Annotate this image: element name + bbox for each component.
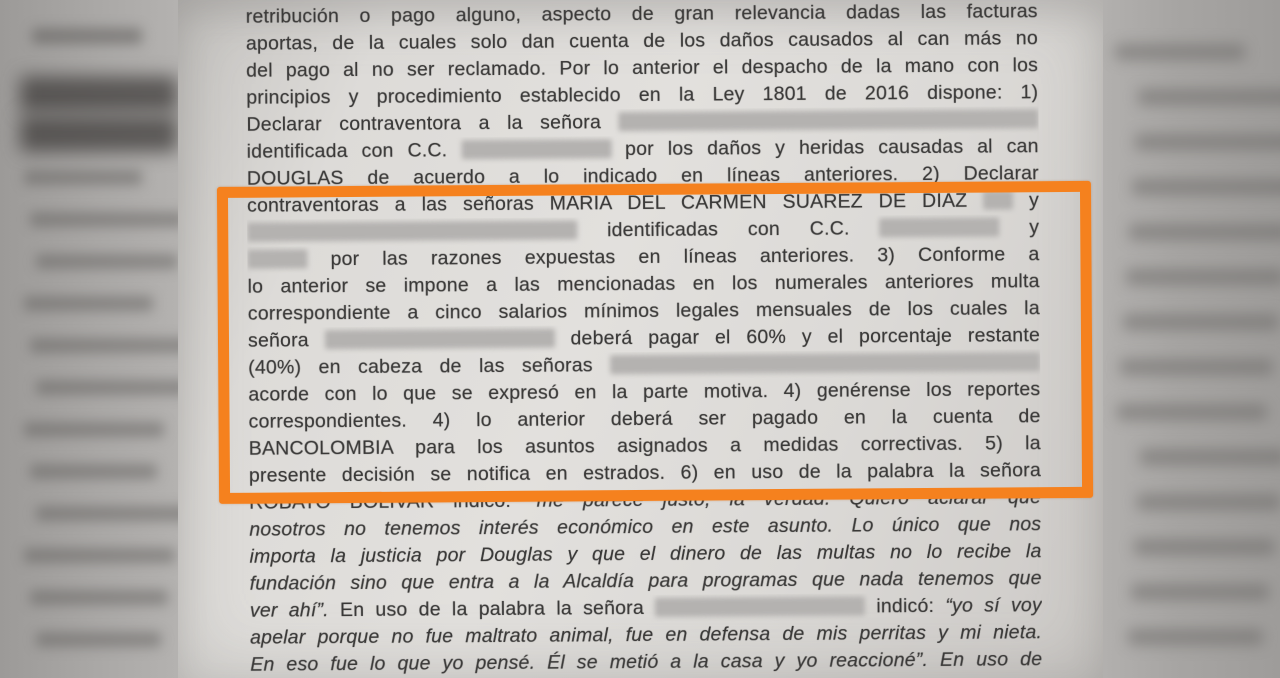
blurred-text-line <box>1117 404 1267 420</box>
text-segment: presente decisión se notifica en estrados. 6) en uso de la palabra la señora <box>248 459 1042 487</box>
blurred-text-line <box>1138 89 1280 105</box>
text-segment: indicó: <box>876 594 935 618</box>
blurred-text-line <box>32 28 142 44</box>
text-segment: identificadas con C.C. <box>607 217 850 242</box>
blurred-text-line <box>1137 494 1280 510</box>
blurred-text-line <box>1120 359 1273 375</box>
text-segment: En uso de la palabra la señora <box>339 596 645 622</box>
text-segment: ROBATO BOLIVAR indicó: <box>249 489 512 514</box>
blurred-text-line <box>1131 584 1269 600</box>
text-segment: y <box>1029 216 1040 239</box>
redacted-text <box>461 139 611 159</box>
blurred-text-line <box>1134 539 1275 555</box>
blurred-text-line <box>24 548 175 563</box>
blurred-text-line <box>30 338 178 353</box>
blurred-text-line <box>36 254 178 269</box>
blurred-text-line <box>36 380 178 395</box>
text-segment: apelar porque no fue maltrato animal, fue en defensa de mis perritas y mi nieta. <box>249 621 1043 649</box>
text-segment: En eso fue lo que yo pensé. Él se metió a la casa y yo reaccioné”. En uso de <box>250 648 1043 676</box>
blurred-text-line <box>1115 44 1245 60</box>
text-segment: importa la justicia por Douglas y que el dinero de las multas no lo recibe la <box>249 540 1042 568</box>
blurred-text-line <box>1135 134 1280 150</box>
redacted-text <box>655 596 865 616</box>
blurred-text-line <box>30 464 157 479</box>
document-line <box>250 646 1042 678</box>
text-segment: retribución o pago alguno, aspecto de gran relevancia dadas las facturas <box>245 0 1038 28</box>
blurred-background-right <box>1103 0 1280 678</box>
blurred-text-line <box>20 116 178 152</box>
text-segment: y <box>1029 189 1040 212</box>
blurred-text-line <box>24 422 164 437</box>
highlight-box <box>217 181 1093 504</box>
text-segment: principios y procedimiento establecido en la Ley 1801 de 2016 dispone: 1) <box>246 81 1039 109</box>
text-segment: señora <box>247 329 309 352</box>
blurred-text-line <box>30 212 178 227</box>
text-segment: BANCOLOMBIA para los asuntos asignados a medidas correctivas. 5) la <box>248 432 1041 460</box>
text-segment: acorde con lo que se expresó en la parte motiva. 4) genérense los reportes <box>248 378 1041 406</box>
blurred-text-line <box>1126 269 1280 285</box>
blurred-text-line <box>1140 449 1280 465</box>
blurred-text-line <box>1129 224 1280 240</box>
text-segment: correspondientes. 4) lo anterior deberá ser pagado en la cuenta de <box>248 405 1041 433</box>
text-segment: “yo sí voy <box>945 594 1042 617</box>
blurred-text-line <box>24 170 142 185</box>
blurred-text-line <box>36 506 178 521</box>
blurred-text-line <box>1128 629 1263 645</box>
text-segment: “me parece justo, la verdad. Quiero aclarar que <box>529 486 1042 512</box>
blurred-text-line <box>36 632 161 647</box>
blurred-text-line <box>1132 179 1280 195</box>
document-content <box>176 0 1106 678</box>
document-page <box>178 0 1103 678</box>
text-segment: por los daños y heridas causadas al can <box>625 135 1039 161</box>
text-segment: fundación sino que entra a la Alcaldía para programas que nada tenemos que <box>249 567 1042 595</box>
text-segment: contraventoras a las señoras MARÍA DEL CARMEN SUÁREZ DE DIAZ <box>246 189 968 217</box>
text-segment: deberá pagar el 60% y el porcentaje restante <box>570 324 1041 350</box>
text-segment: identificada con C.C. <box>246 139 448 163</box>
text-segment: nosotros no tenemos interés económico en este asunto. Lo único que nos <box>249 513 1042 541</box>
text-segment: lo anterior se impone a las mencionadas en los numerales anteriores multa <box>247 270 1040 298</box>
text-segment: ver ahí”. <box>249 599 329 622</box>
blurred-background-left <box>0 0 178 678</box>
blurred-text-line <box>24 296 153 311</box>
text-segment: aportas, de la cuales solo dan cuenta de los daños causados al can más no <box>245 27 1038 55</box>
redacted-text <box>618 109 1038 131</box>
text-segment: por las razones expuestas en líneas anteriores. 3) Conforme a <box>330 243 1040 271</box>
text-segment: (40%) en cabeza de las señoras <box>248 354 593 379</box>
text-segment: Declarar contraventora a la señora <box>246 111 602 136</box>
text-segment: correspondiente a cinco salarios mínimos legales mensuales de los cuales la <box>247 297 1040 325</box>
blurred-text-line <box>30 590 168 605</box>
text-segment: DOUGLAS de acuerdo a lo indicado en líneas anteriores. 2) Declarar <box>246 162 1039 190</box>
text-segment: del pago al no ser reclamado. Por lo anterior el despacho de la mano con los <box>246 54 1039 82</box>
blurred-text-line <box>1123 314 1279 330</box>
blurred-text-line <box>20 76 178 112</box>
